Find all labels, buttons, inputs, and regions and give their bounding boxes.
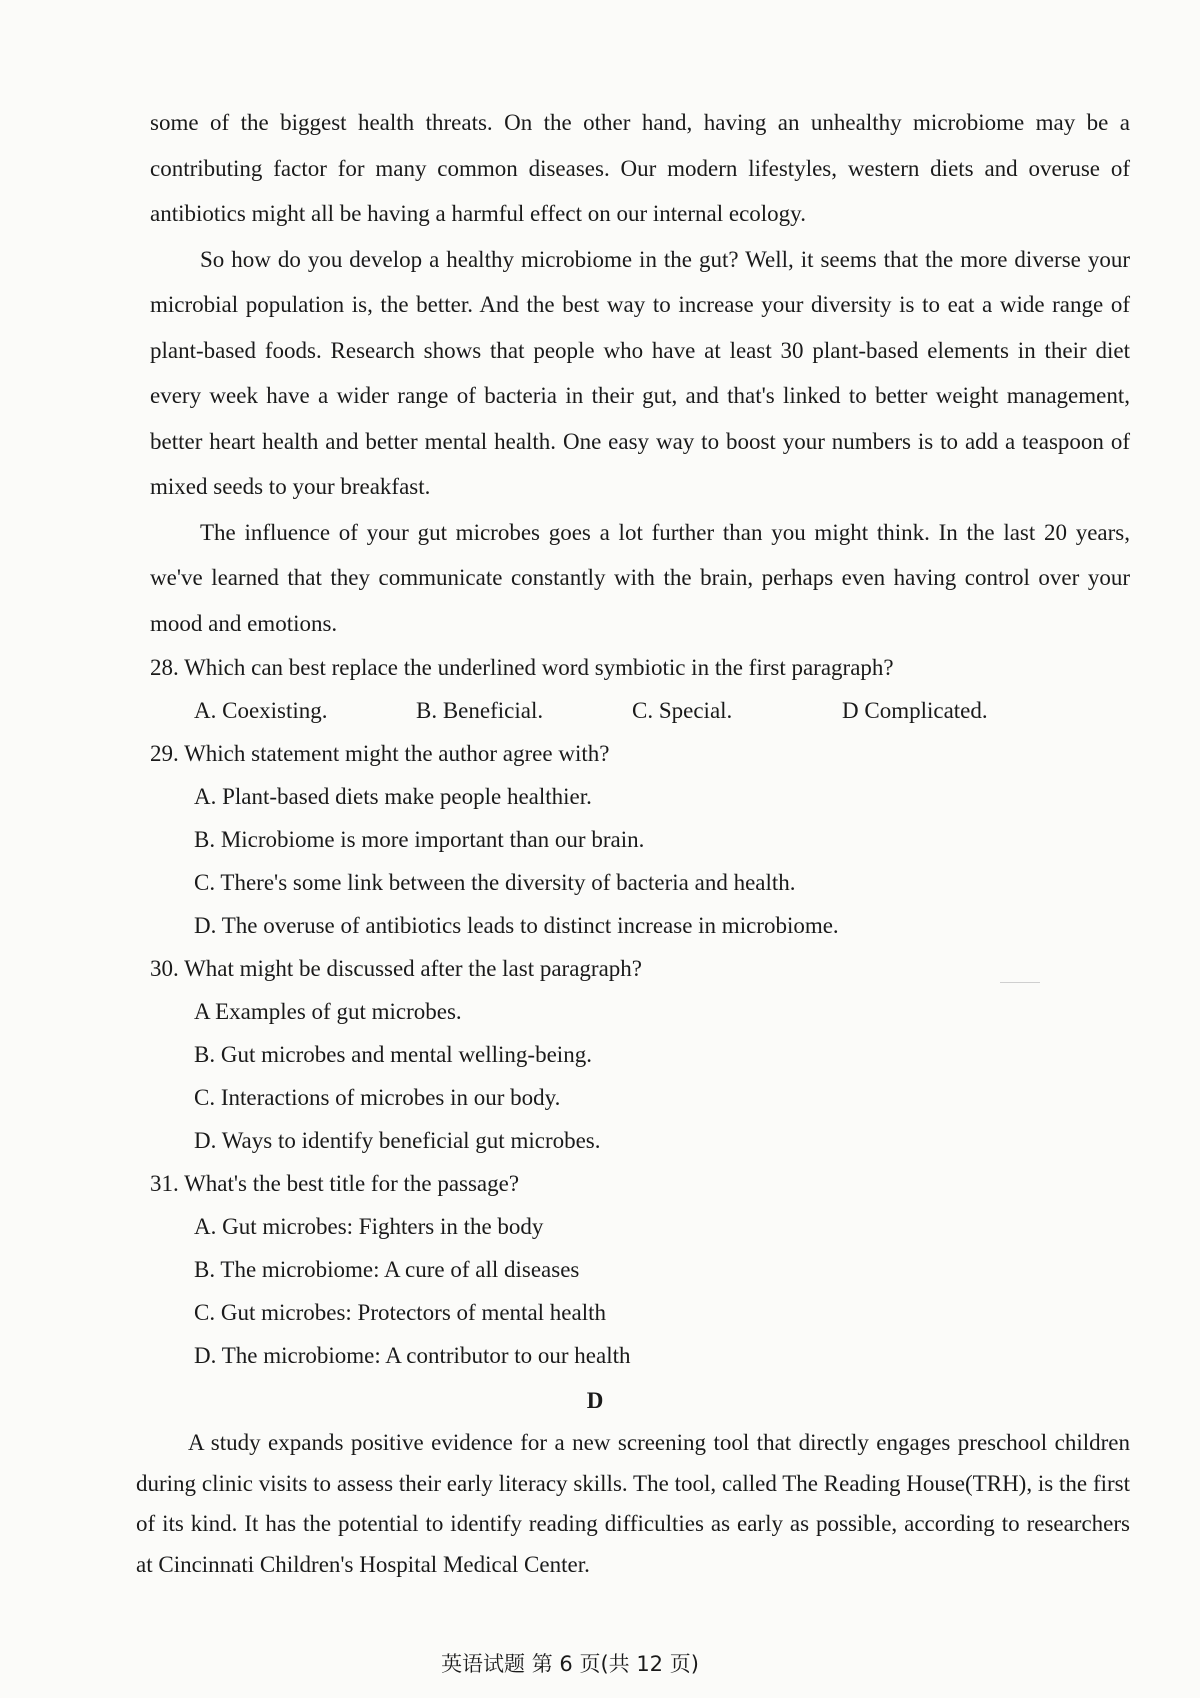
option-a: A. Plant-based diets make people healthier. — [194, 784, 592, 809]
option-b: B. Beneficial. — [416, 698, 544, 723]
option-b: B. Microbiome is more important than our brain. — [194, 827, 645, 852]
option-d: D Complicated. — [842, 698, 988, 723]
option-a: A. Gut microbes: Fighters in the body — [194, 1214, 544, 1239]
question-stem: 31. What's the best title for the passage? — [150, 1171, 520, 1196]
option-b: B. Gut microbes and mental welling-being. — [194, 1042, 592, 1067]
option-c: C. Special. — [632, 698, 733, 723]
question-31 — [150, 1162, 1130, 1377]
question-stem: 29. Which statement might the author agree with? — [150, 741, 610, 766]
section-d-paragraph-1: A study expands positive evidence for a new screening tool that directly engages preschool children during clinic visits to assess their early literacy skills. The tool, called The Reading House(TRH), is the first of its kind. It has the potential to identify reading difficulties as early as possible, according to researchers at Cincinnati Children's Hospital Medical Center. — [136, 1430, 1130, 1577]
passage-c-paragraph-1: some of the biggest health threats. On the other hand, having an unhealthy microbiome may be a contributing factor for many common diseases. Our modern lifestyles, western diets and overuse of antibiotics might all be having a harmful effect on our internal ecology. — [150, 110, 1130, 226]
option-c: C. There's some link between the diversity of bacteria and health. — [194, 870, 796, 895]
option-b: B. The microbiome: A cure of all diseases — [194, 1257, 580, 1282]
option-d: D. The overuse of antibiotics leads to distinct increase in microbiome. — [194, 913, 839, 938]
option-c: C. Gut microbes: Protectors of mental health — [194, 1300, 606, 1325]
option-c: C. Interactions of microbes in our body. — [194, 1085, 561, 1110]
option-a: A Examples of gut microbes. — [194, 999, 462, 1024]
option-a: A. Coexisting. — [194, 698, 328, 723]
section-d-heading: D — [586, 1388, 604, 1413]
passage-c-paragraph-2: So how do you develop a healthy microbiome in the gut? Well, it seems that the more diverse your microbial population is, the better. And the best way to increase your diversity is to eat a wide range of plant-based foods. Research shows that people who have at least 30 plant-based elements in their diet every week have a wider range of bacteria in their gut, and that's linked to better weight management, better heart health and better mental health. One easy way to boost your numbers is to add a teaspoon of mixed seeds to your breakfast. — [150, 246, 1130, 499]
options-row — [150, 689, 1130, 732]
question-stem: 28. Which can best replace the underlined word symbiotic in the first paragraph? — [150, 655, 894, 680]
passage-c-paragraph-3: The influence of your gut microbes goes a lot further than you might think. In the last 20 years, we've learned that they communicate constantly with the brain, perhaps even having control over your mood and emotions. — [150, 519, 1130, 636]
question-29 — [150, 732, 1130, 947]
scan-mark — [1000, 982, 1040, 983]
question-stem: 30. What might be discussed after the last paragraph? — [150, 956, 642, 981]
page-footer: 英语试题 第 6 页(共 12 页) — [441, 1652, 699, 1676]
option-d: D. Ways to identify beneficial gut microbes. — [194, 1128, 601, 1153]
question-28 — [150, 646, 1130, 732]
option-d: D. The microbiome: A contributor to our health — [194, 1343, 631, 1368]
question-30 — [150, 947, 1130, 1162]
